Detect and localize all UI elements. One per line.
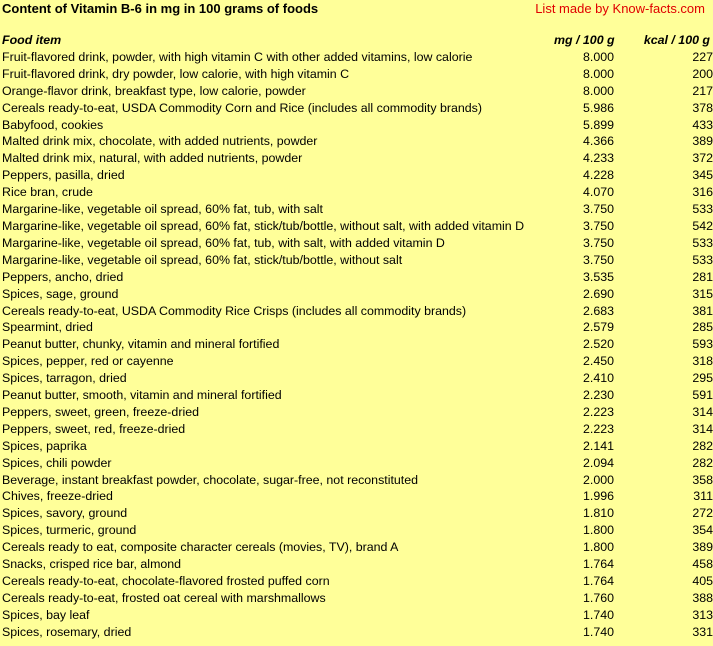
- table-row: [0, 573, 713, 590]
- food-name-cell: Rice bran, crude: [2, 185, 93, 200]
- table-row: [0, 455, 713, 472]
- table-row: [0, 370, 713, 387]
- food-name-cell: Cereals ready-to-eat, chocolate-flavored frosted puffed corn: [2, 574, 330, 588]
- kcal-cell: [614, 573, 713, 590]
- table-row: [0, 133, 713, 150]
- vitamin-b6-mg-cell: 1.800: [582, 540, 614, 555]
- kcal-cell: [614, 201, 713, 218]
- kcal-cell: [614, 319, 713, 336]
- table-row: [0, 252, 713, 269]
- vitamin-b6-mg-cell: 1.800: [582, 523, 614, 538]
- kcal-cell: [614, 252, 713, 269]
- table-row: [0, 438, 713, 455]
- kcal-value: 282: [692, 438, 713, 453]
- kcal-value: 281: [692, 269, 713, 284]
- kcal-value: 311: [693, 489, 713, 504]
- food-name-cell: Cereals ready-to-eat, USDA Commodity Rice Crisps (includes all commodity brands): [2, 303, 467, 318]
- food-name-cell: Spices, chili powder: [2, 455, 112, 470]
- table-row: [0, 353, 713, 370]
- table-body: [0, 49, 713, 641]
- vitamin-b6-mg-cell: 1.996: [582, 489, 614, 504]
- food-name-cell: Margarine-like, vegetable oil spread, 60% fat, stick/tub/bottle, without salt, with added vitamin D: [2, 218, 525, 233]
- vitamin-b6-mg-cell: 3.750: [582, 202, 614, 217]
- table-row: [0, 522, 713, 539]
- food-name-cell: Babyfood, cookies: [2, 117, 104, 132]
- table-row: [0, 505, 713, 522]
- kcal-value: 433: [692, 117, 713, 132]
- food-name-cell: Spices, rosemary, dried: [2, 624, 132, 639]
- food-name-cell: Spices, savory, ground: [2, 506, 128, 521]
- kcal-value: 316: [692, 185, 713, 200]
- kcal-cell: [614, 336, 713, 353]
- vitamin-b6-mg-cell: 5.986: [582, 100, 614, 115]
- kcal-cell: [614, 505, 713, 522]
- kcal-cell: [614, 83, 713, 100]
- kcal-value: 389: [692, 134, 713, 149]
- kcal-value: 381: [692, 303, 713, 318]
- food-name-cell: Spices, sage, ground: [2, 286, 119, 301]
- kcal-value: 378: [692, 100, 713, 115]
- vitamin-b6-mg-cell: 2.094: [582, 455, 614, 470]
- kcal-cell: [614, 303, 713, 320]
- kcal-cell: [614, 590, 713, 607]
- table-row: [0, 539, 713, 556]
- vitamin-b6-mg-cell: 4.228: [582, 168, 614, 183]
- vitamin-b6-mg-cell: 2.223: [582, 421, 614, 436]
- food-name-cell: Peanut butter, smooth, vitamin and mineral fortified: [2, 388, 282, 403]
- food-name-cell: Spices, bay leaf: [2, 607, 90, 622]
- kcal-value: 295: [692, 371, 713, 386]
- table-row: [0, 66, 713, 83]
- food-name-cell: Beverage, instant breakfast powder, chocolate, sugar-free, not reconstituted: [2, 472, 419, 487]
- kcal-cell: [614, 100, 713, 117]
- kcal-cell: [614, 269, 713, 286]
- table-row: [0, 472, 713, 489]
- kcal-value: 372: [692, 151, 713, 166]
- table-row: [0, 100, 713, 117]
- vitamin-b6-mg-cell: 2.683: [582, 303, 614, 318]
- vitamin-b6-mg-cell: 2.141: [582, 438, 614, 453]
- kcal-cell: [614, 556, 713, 573]
- food-name-cell: Peppers, ancho, dried: [2, 269, 124, 284]
- food-name-cell: Spices, tarragon, dried: [2, 371, 127, 386]
- food-name-cell: Malted drink mix, natural, with added nutrients, powder: [2, 151, 303, 166]
- table-row: [0, 269, 713, 286]
- kcal-value: 593: [692, 337, 713, 352]
- vitamin-b6-mg-cell: 1.764: [582, 557, 614, 572]
- table-row: [0, 556, 713, 573]
- table-row: [0, 336, 713, 353]
- table-row: [0, 319, 713, 336]
- vitamin-b6-mg-cell: 2.690: [582, 286, 614, 301]
- kcal-value: 315: [692, 286, 713, 301]
- vitamin-b6-mg-cell: 3.750: [582, 252, 614, 267]
- kcal-value: 389: [692, 540, 713, 555]
- food-name-cell: Snacks, crisped rice bar, almond: [2, 557, 182, 572]
- page-title: Content of Vitamin B-6 in mg in 100 grams of foods: [2, 1, 319, 16]
- kcal-value: 458: [692, 557, 713, 572]
- vitamin-b6-mg-cell: 1.810: [582, 506, 614, 521]
- column-header-mg: mg / 100 g: [554, 33, 615, 47]
- food-name-cell: Peppers, pasilla, dried: [2, 168, 125, 183]
- vitamin-b6-mg-cell: 5.899: [582, 117, 614, 132]
- column-header-kcal: kcal / 100 g: [643, 33, 710, 47]
- table-row: [0, 590, 713, 607]
- food-name-cell: Spices, paprika: [2, 438, 87, 453]
- table-row: [0, 201, 713, 218]
- food-name-cell: Cereals ready-to-eat, USDA Commodity Corn and Rice (includes all commodity brands): [2, 100, 482, 115]
- food-name-cell: Cereals ready to eat, composite character cereals (movies, TV), brand A: [2, 540, 399, 555]
- table-row: [0, 421, 713, 438]
- vitamin-b6-mg-cell: 1.760: [582, 590, 614, 605]
- kcal-cell: [614, 184, 713, 201]
- table-row: [0, 488, 713, 505]
- kcal-cell: [614, 624, 713, 641]
- food-name-cell: Malted drink mix, chocolate, with added nutrients, powder: [2, 134, 318, 149]
- food-name-cell: Spices, pepper, red or cayenne: [2, 354, 174, 369]
- food-name-cell: Peppers, sweet, green, freeze-dried: [2, 404, 199, 419]
- table-row: [0, 387, 713, 404]
- kcal-cell: [614, 370, 713, 387]
- vitamin-b6-mg-cell: 4.233: [582, 151, 614, 166]
- kcal-cell: [614, 167, 713, 184]
- table-row: [0, 184, 713, 201]
- kcal-cell: [614, 218, 713, 235]
- table-row: [0, 117, 713, 134]
- vitamin-b6-mg-cell: 2.230: [582, 388, 614, 403]
- kcal-value: 542: [692, 218, 713, 233]
- kcal-value: 227: [692, 49, 713, 64]
- kcal-cell: [614, 353, 713, 370]
- vitamin-b6-mg-cell: 1.740: [582, 624, 614, 639]
- kcal-value: 200: [692, 66, 713, 81]
- table-row: [0, 218, 713, 235]
- vitamin-b6-mg-cell: 2.223: [582, 404, 614, 419]
- vitamin-b6-mg-cell: 8.000: [582, 83, 614, 98]
- table-row: [0, 83, 713, 100]
- food-name-cell: Spices, turmeric, ground: [2, 523, 137, 538]
- vitamin-b6-mg-cell: 4.070: [582, 185, 614, 200]
- food-name-cell: Fruit-flavored drink, powder, with high vitamin C with other added vitamins, low calorie: [2, 49, 473, 64]
- kcal-value: 354: [692, 523, 713, 538]
- kcal-cell: [614, 472, 713, 489]
- kcal-cell: [614, 387, 713, 404]
- vitamin-b6-mg-cell: 3.750: [582, 235, 614, 250]
- food-name-cell: Peppers, sweet, red, freeze-dried: [2, 421, 186, 436]
- vitamin-b6-mg-cell: 1.764: [582, 574, 614, 588]
- kcal-value: 314: [692, 421, 713, 436]
- vitamin-b6-mg-cell: 2.450: [582, 354, 614, 369]
- vitamin-b6-mg-cell: 3.535: [582, 269, 614, 284]
- kcal-value: 318: [692, 354, 713, 369]
- vitamin-b6-mg-cell: 3.750: [582, 218, 614, 233]
- kcal-value: 285: [692, 320, 713, 335]
- foods-table: [0, 32, 713, 641]
- kcal-cell: [614, 522, 713, 539]
- kcal-cell: [614, 539, 713, 556]
- table-row: [0, 49, 713, 66]
- kcal-value: 313: [692, 607, 713, 622]
- kcal-value: 533: [692, 202, 713, 217]
- vitamin-b6-mg-cell: 2.579: [582, 320, 614, 335]
- kcal-cell: [614, 607, 713, 624]
- table-row: [0, 607, 713, 624]
- kcal-value: 591: [692, 388, 713, 403]
- kcal-value: 533: [692, 252, 713, 267]
- kcal-cell: [614, 117, 713, 134]
- kcal-value: 358: [692, 472, 713, 487]
- food-name-cell: Margarine-like, vegetable oil spread, 60% fat, stick/tub/bottle, without salt: [2, 252, 403, 267]
- credit-text: List made by Know-facts.com: [535, 1, 705, 16]
- vitamin-b6-mg-cell: 2.000: [582, 472, 614, 487]
- food-name-cell: Fruit-flavored drink, dry powder, low calorie, with high vitamin C: [2, 66, 350, 81]
- kcal-cell: [614, 133, 713, 150]
- kcal-value: 405: [692, 574, 713, 588]
- vitamin-b6-mg-cell: 4.366: [582, 134, 614, 149]
- vitamin-b6-mg-cell: 2.520: [582, 337, 614, 352]
- food-name-cell: Margarine-like, vegetable oil spread, 60% fat, tub, with salt, with added vitamin D: [2, 235, 445, 250]
- kcal-value: 314: [692, 404, 713, 419]
- table-row: [0, 150, 713, 167]
- kcal-value: 272: [692, 506, 713, 521]
- table-row: [0, 235, 713, 252]
- kcal-cell: [614, 455, 713, 472]
- vitamin-b6-mg-cell: 2.410: [582, 371, 614, 386]
- kcal-cell: [614, 488, 713, 505]
- kcal-cell: [614, 150, 713, 167]
- food-name-cell: Cereals ready-to-eat, frosted oat cereal with marshmallows: [2, 590, 326, 605]
- table-row: [0, 404, 713, 421]
- vitamin-b6-mg-cell: 8.000: [582, 66, 614, 81]
- kcal-value: 388: [692, 590, 713, 605]
- food-name-cell: Spearmint, dried: [2, 320, 93, 335]
- kcal-cell: [614, 66, 713, 83]
- kcal-cell: [614, 49, 713, 66]
- kcal-value: 217: [692, 83, 713, 98]
- kcal-cell: [614, 421, 713, 438]
- vitamin-b6-mg-cell: 1.740: [582, 607, 614, 622]
- food-name-cell: Orange-flavor drink, breakfast type, low calorie, powder: [2, 83, 306, 98]
- table-row: [0, 167, 713, 184]
- food-name-cell: Chives, freeze-dried: [2, 489, 113, 504]
- vitamin-b6-mg-cell: 8.000: [582, 49, 614, 64]
- table-row: [0, 303, 713, 320]
- kcal-value: 345: [692, 168, 713, 183]
- table-row: [0, 286, 713, 303]
- table-header-row: [0, 32, 713, 49]
- table-row: [0, 624, 713, 641]
- kcal-value: 533: [692, 235, 713, 250]
- food-name-cell: Peanut butter, chunky, vitamin and mineral fortified: [2, 337, 280, 352]
- food-name-cell: Margarine-like, vegetable oil spread, 60% fat, tub, with salt: [2, 202, 323, 217]
- kcal-value: 331: [692, 624, 713, 639]
- kcal-cell: [614, 438, 713, 455]
- kcal-cell: [614, 286, 713, 303]
- kcal-cell: [614, 235, 713, 252]
- kcal-value: 282: [692, 455, 713, 470]
- column-header-food: Food item: [2, 33, 62, 47]
- kcal-cell: [614, 404, 713, 421]
